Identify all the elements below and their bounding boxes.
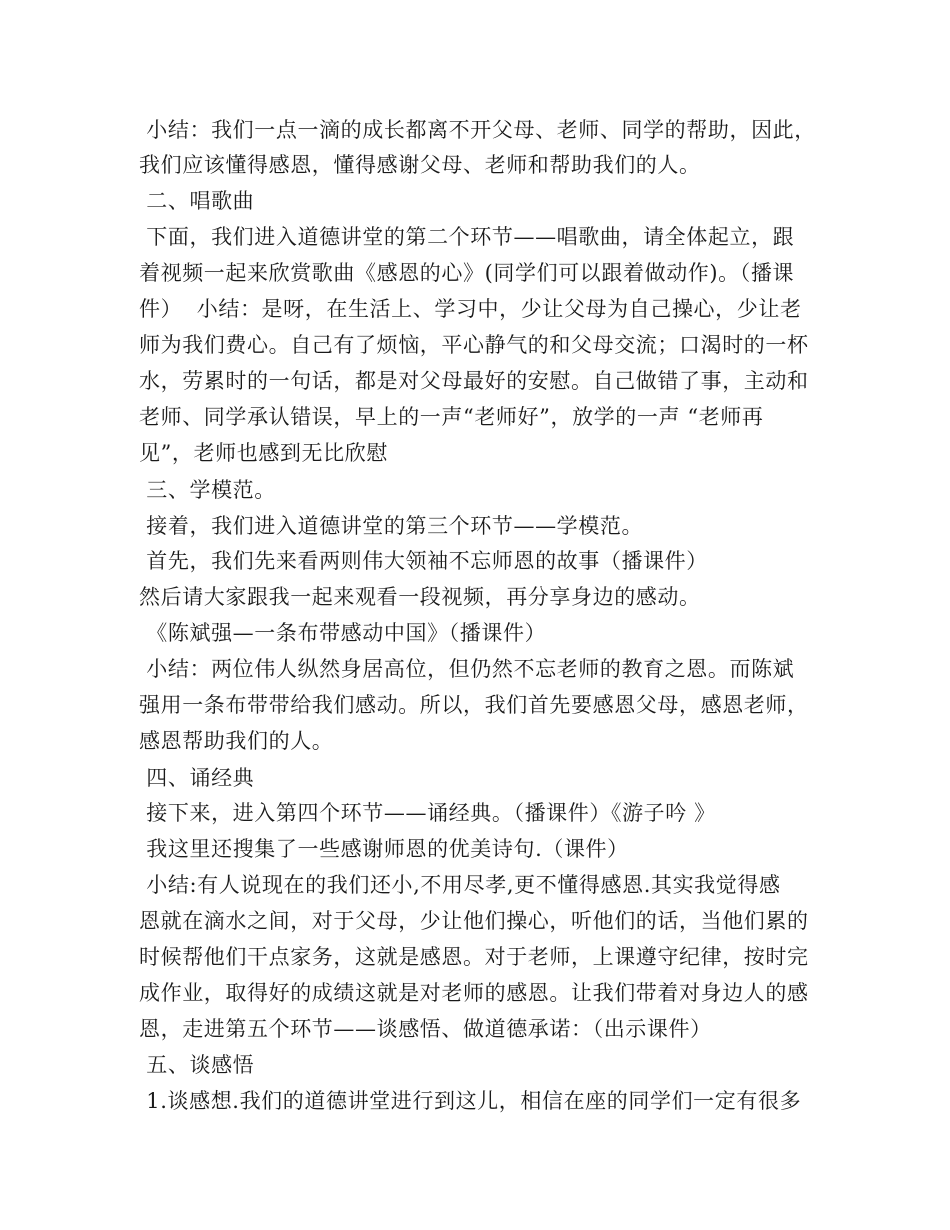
text-line: 恩，走进第五个环节——谈感悟、做道德承诺：（出示课件） [139, 1017, 712, 1041]
text-line: 时候帮他们干点家务，这就是感恩。对于老师，上课遵守纪律，按时完 [139, 945, 809, 969]
text-line: 我这里还搜集了一些感谢师恩的优美诗句.（课件） [139, 837, 629, 861]
section-heading: 三、学模范。 [139, 478, 276, 502]
text-line: 见”，老师也感到无比欣慰 [139, 441, 388, 465]
text-line: 《陈斌强—一条布带感动中国》（播课件） [139, 621, 547, 645]
text-line: 感恩帮助我们的人。 [139, 729, 334, 753]
text-line: 师为我们费心。自己有了烦恼，平心静气的和父母交流；口渴时的一杯 [139, 333, 809, 357]
text-line: 接着，我们进入道德讲堂的第三个环节——学模范。 [139, 514, 644, 538]
text-line: 恩就在滴水之间，对于父母，少让他们操心，听他们的话，当他们累的 [139, 909, 809, 933]
text-line: 下面，我们进入道德讲堂的第二个环节——唱歌曲，请全体起立，跟 [139, 225, 795, 249]
text-line: 我们应该懂得感恩，懂得感谢父母、老师和帮助我们的人。 [139, 153, 701, 177]
text-line: 然后请大家跟我一起来观看一段视频，再分享身边的感动。 [139, 585, 701, 609]
text-line: 小结：两位伟人纵然身居高位，但仍然不忘老师的教育之恩。而陈斌 [139, 657, 795, 681]
text-line: 强用一条布带带给我们感动。所以，我们首先要感恩父母，感恩老师， [139, 693, 809, 717]
text-line: 件） 小结：是呀，在生活上、学习中，少让父母为自己操心，少让老 [139, 297, 802, 321]
text-line: 1.谈感想.我们的道德讲堂进行到这儿，相信在座的同学们一定有很多 [139, 1089, 802, 1113]
text-line: 水，劳累时的一句话，都是对父母最好的安慰。自己做错了事，主动和 [139, 369, 809, 393]
text-line: 接下来，进入第四个环节——诵经典。（播课件）《游子吟 》 [139, 801, 716, 825]
text-line: 小结：我们一点一滴的成长都离不开父母、老师、同学的帮助，因此， [139, 118, 816, 142]
text-line: 老师、同学承认错误，早上的一声“老师好”，放学的一声 “老师再 [139, 405, 764, 429]
section-heading: 二、唱歌曲 [139, 189, 255, 213]
text-line: 首先，我们先来看两则伟大领袖不忘师恩的故事（播课件） [139, 549, 708, 573]
section-heading: 四、诵经典 [139, 766, 255, 790]
text-line: 小结:有人说现在的我们还小,不用尽孝,更不懂得感恩.其实我觉得感 [139, 873, 781, 897]
text-line: 成作业，取得好的成绩这就是对老师的感恩。让我们带着对身边人的感 [139, 981, 809, 1005]
section-heading: 五、谈感悟 [139, 1053, 255, 1077]
text-line: 着视频一起来欣赏歌曲《感恩的心》(同学们可以跟着做动作)。（播课 [139, 261, 795, 285]
